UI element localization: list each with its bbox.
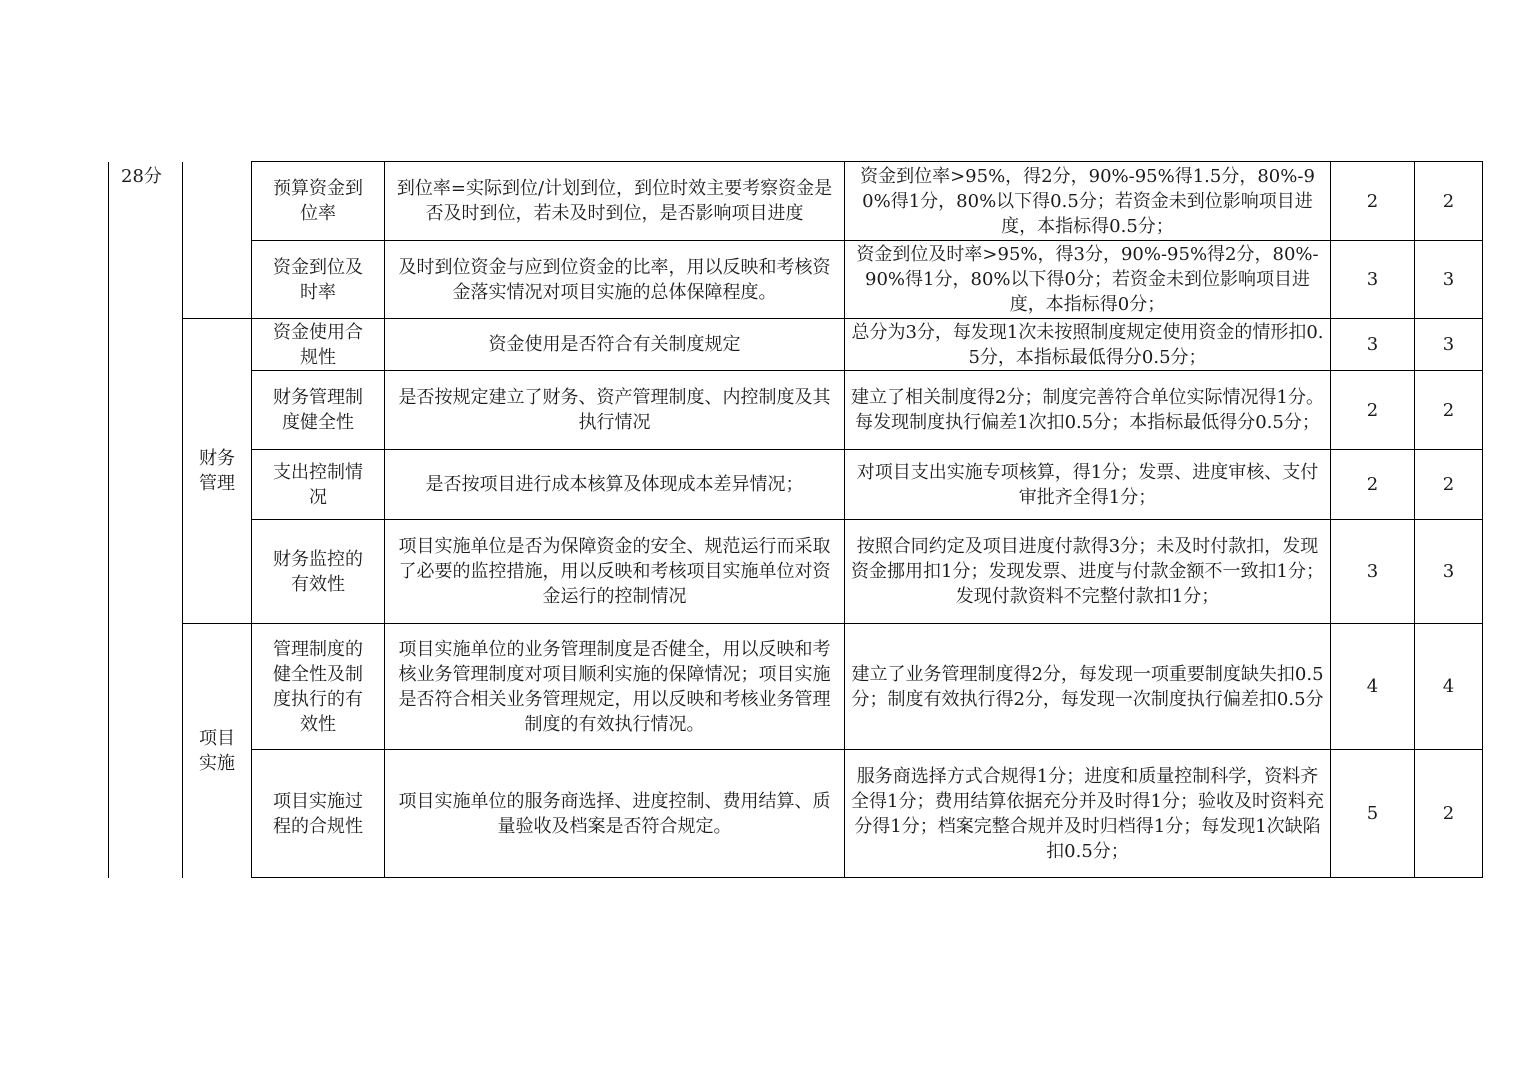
total-score-label: 28分 [121,165,162,187]
score-cell: 3 [1415,241,1483,319]
definition-cell: 项目实施单位的服务商选择、进度控制、费用结算、质量验收及档案是否符合规定。 [385,750,845,878]
standard-cell: 服务商选择方式合规得1分；进度和质量控制科学，资料齐全得1分；费用结算依据充分并及时得1分；验收及时资料充分得1分；档案完整合规并及时归档得1分；每发现1次缺陷扣0.5分； [845,750,1331,878]
full-score-cell: 2 [1331,450,1415,520]
full-score-cell: 4 [1331,624,1415,750]
table-row [109,241,1483,319]
table-row [109,520,1483,624]
table-row [109,162,1483,241]
category-cell [183,624,252,878]
definition-cell: 是否按项目进行成本核算及体现成本差异情况； [385,450,845,520]
score-cell: 2 [1415,371,1483,450]
indicator-cell: 财务管理制 度健全性 [252,371,385,450]
category-cell [183,319,252,624]
score-cell: 2 [1415,750,1483,878]
score-cell: 2 [1415,450,1483,520]
definition-cell: 项目实施单位的业务管理制度是否健全，用以反映和考核业务管理制度对项目顺利实施的保障情况；项目实施是否符合相关业务管理规定，用以反映和考核业务管理制度的有效执行情况。 [385,624,845,750]
standard-cell: 资金到位率>95%，得2分，90%-95%得1.5分，80%-90%得1分，80%以下得0.5分；若资金未到位影响项目进度，本指标得0.5分； [845,162,1331,241]
evaluation-table [108,161,1483,878]
indicator-cell: 财务监控的 有效性 [252,520,385,624]
full-score-cell: 5 [1331,750,1415,878]
full-score-cell: 3 [1331,241,1415,319]
standard-cell: 建立了业务管理制度得2分，每发现一项重要制度缺失扣0.5分；制度有效执行得2分，每发现一次制度执行偏差扣0.5分 [845,624,1331,750]
standard-cell: 资金到位及时率>95%，得3分，90%-95%得2分，80%-90%得1分，80%以下得0分；若资金未到位影响项目进度，本指标得0分； [845,241,1331,319]
definition-cell: 及时到位资金与应到位资金的比率，用以反映和考核资金落实情况对项目实施的总体保障程度。 [385,241,845,319]
standard-cell: 总分为3分，每发现1次未按照制度规定使用资金的情形扣0.5分，本指标最低得分0.5分； [845,319,1331,371]
standard-cell: 对项目支出实施专项核算，得1分；发票、进度审核、支付审批齐全得1分； [845,450,1331,520]
definition-cell: 项目实施单位是否为保障资金的安全、规范运行而采取了必要的监控措施，用以反映和考核项目实施单位对资金运行的控制情况 [385,520,845,624]
table-row [109,371,1483,450]
indicator-cell: 支出控制情 况 [252,450,385,520]
table-row [109,750,1483,878]
category-label: 财务 管理 [199,448,235,494]
score-cell: 4 [1415,624,1483,750]
standard-cell: 建立了相关制度得2分；制度完善符合单位实际情况得1分。每发现制度执行偏差1次扣0.5分；本指标最低得分0.5分； [845,371,1331,450]
indicator-cell: 资金到位及 时率 [252,241,385,319]
full-score-cell: 2 [1331,371,1415,450]
category-label: 项目 实施 [199,727,235,774]
definition-cell: 资金使用是否符合有关制度规定 [385,319,845,371]
definition-cell: 到位率=实际到位/计划到位，到位时效主要考察资金是否及时到位，若未及时到位，是否影响项目进度 [385,162,845,241]
indicator-cell: 管理制度的 健全性及制 度执行的有 效性 [252,624,385,750]
full-score-cell: 3 [1331,319,1415,371]
full-score-cell: 2 [1331,162,1415,241]
indicator-cell: 资金使用合 规性 [252,319,385,371]
table-row [109,624,1483,750]
indicator-cell: 预算资金到 位率 [252,162,385,241]
score-cell: 2 [1415,162,1483,241]
score-cell: 3 [1415,319,1483,371]
standard-cell: 按照合同约定及项目进度付款得3分；未及时付款扣，发现资金挪用扣1分；发现发票、进度与付款金额不一致扣1分；发现付款资料不完整付款扣1分； [845,520,1331,624]
score-cell: 3 [1415,520,1483,624]
indicator-cell: 项目实施过 程的合规性 [252,750,385,878]
category-cell [183,162,252,319]
definition-cell: 是否按规定建立了财务、资产管理制度、内控制度及其执行情况 [385,371,845,450]
table-row [109,319,1483,371]
full-score-cell: 3 [1331,520,1415,624]
table-row [109,450,1483,520]
total-score-cell [109,162,183,878]
